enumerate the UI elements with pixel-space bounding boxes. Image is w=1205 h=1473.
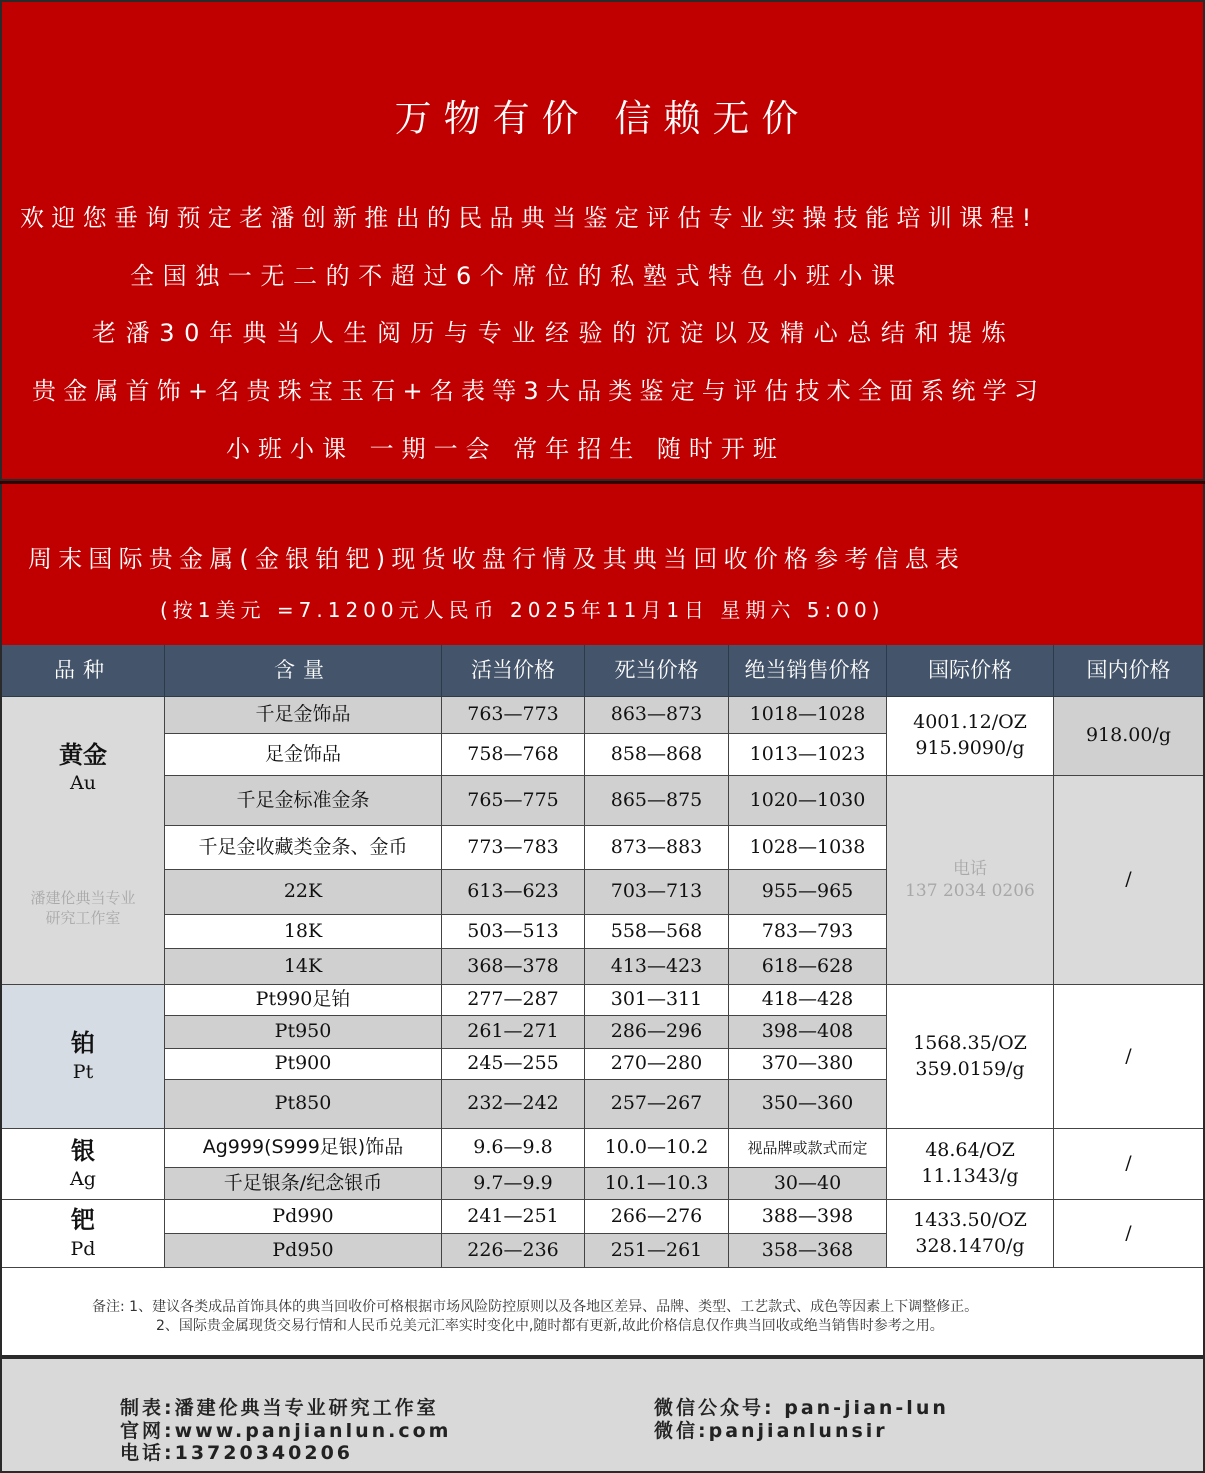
- pt-dead-4: 257—267: [585, 1080, 729, 1129]
- pd-intl-oz: 1433.50/OZ: [913, 1208, 1027, 1231]
- category-gold-name: 黄金: [59, 741, 107, 769]
- banner-line-2: 全国独一无二的不超过6个席位的私塾式特色小班小课: [130, 262, 904, 290]
- gold-sale-6: 783—793: [729, 915, 887, 949]
- gold-dead-2: 858—868: [585, 734, 729, 776]
- banner-line-1: 欢迎您垂询预定老潘创新推出的民品典当鉴定评估专业实操技能培训课程!: [20, 204, 1039, 232]
- ag-domestic-price: /: [1054, 1129, 1203, 1200]
- footer-wechat-public: 微信公众号: pan-jian-lun: [654, 1397, 949, 1419]
- ag-intl-price: [887, 1129, 1054, 1200]
- pt-content-4: Pt850: [165, 1080, 442, 1129]
- category-silver: [2, 1129, 165, 1200]
- table-title-block: [0, 484, 1205, 645]
- pd-sale-1: 388—398: [729, 1200, 887, 1234]
- header-dead-price: 死当价格: [585, 645, 729, 697]
- banner-line-5: 小班小课 一期一会 常年招生 随时开班: [226, 435, 785, 463]
- gold-live-7: 368—378: [442, 949, 585, 985]
- gold-live-4: 773—783: [442, 826, 585, 870]
- pt-content-1: Pt990足铂: [165, 985, 442, 1016]
- pd-dead-1: 266—276: [585, 1200, 729, 1234]
- gold-dead-6: 558—568: [585, 915, 729, 949]
- gold-sale-7: 618—628: [729, 949, 887, 985]
- header-variety: 品种: [2, 645, 165, 697]
- table-title: 周末国际贵金属(金银铂钯)现货收盘行情及其典当回收价格参考信息表: [28, 545, 966, 573]
- gold-lower-domestic: /: [1054, 776, 1203, 985]
- ag-sale-2: 30—40: [729, 1168, 887, 1200]
- pt-intl-oz: 1568.35/OZ: [913, 1031, 1027, 1054]
- pd-content-2: Pd950: [165, 1234, 442, 1268]
- pt-live-4: 232—242: [442, 1080, 585, 1129]
- ag-dead-2: 10.1—10.3: [585, 1168, 729, 1200]
- header-sale-price: 绝当销售价格: [729, 645, 887, 697]
- pd-live-2: 226—236: [442, 1234, 585, 1268]
- gold-content-6: 18K: [165, 915, 442, 949]
- pd-live-1: 241—251: [442, 1200, 585, 1234]
- watermark-text: 潘建伦典当专业 研究工作室: [30, 889, 136, 927]
- footer-contact: [0, 1357, 1205, 1473]
- pt-content-3: Pt900: [165, 1049, 442, 1080]
- gold-sale-4: 1028—1038: [729, 826, 887, 870]
- price-table: [0, 645, 1205, 1268]
- ag-sale-1: 视品牌或款式而定: [729, 1129, 887, 1168]
- pt-sale-2: 398—408: [729, 1016, 887, 1049]
- category-palladium-symbol: Pd: [70, 1237, 96, 1260]
- pd-intl-g: 328.1470/g: [915, 1234, 1025, 1257]
- gold-live-5: 613—623: [442, 870, 585, 915]
- gold-dead-5: 703—713: [585, 870, 729, 915]
- gold-content-7: 14K: [165, 949, 442, 985]
- ag-content-2: 千足银条/纪念银币: [165, 1168, 442, 1200]
- banner-line-3: 老潘30年典当人生阅历与专业经验的沉淀以及精心总结和提炼: [92, 319, 1016, 347]
- category-silver-name: 银: [71, 1136, 95, 1165]
- header-intl-price: 国际价格: [887, 645, 1054, 697]
- header-content: 含量: [165, 645, 442, 697]
- remark-line-2: 2、国际贵金属现货交易行情和人民币兑美元汇率实时变化中,随时都有更新,故此价格信息仅作典当回收或绝当销售时参考之用。: [156, 1318, 944, 1334]
- category-platinum: [2, 985, 165, 1129]
- gold-live-2: 758—768: [442, 734, 585, 776]
- category-palladium: [2, 1200, 165, 1268]
- ag-dead-1: 10.0—10.2: [585, 1129, 729, 1168]
- pd-domestic-price: /: [1054, 1200, 1203, 1268]
- footer-phone: 电话:13720340206: [120, 1442, 354, 1464]
- gold-live-1: 763—773: [442, 697, 585, 734]
- category-palladium-name: 钯: [71, 1206, 95, 1235]
- gold-dead-1: 863—873: [585, 697, 729, 734]
- gold-domestic-price: 918.00/g: [1054, 697, 1203, 776]
- remark-line-1: 备注: 1、建议各类成品首饰具体的典当回收价可格根据市场风险防控原则以及各地区差异、品牌、类型、工艺款式、成色等因素上下调整修正。: [92, 1299, 979, 1315]
- category-silver-symbol: Ag: [70, 1168, 96, 1191]
- pt-dead-1: 301—311: [585, 985, 729, 1016]
- gold-content-2: 足金饰品: [165, 734, 442, 776]
- ag-content-1: Ag999(S999足银)饰品: [165, 1129, 442, 1168]
- table-subtitle: (按1美元 =7.1200元人民币 2025年11月1日 星期六 5:00): [160, 598, 885, 622]
- pd-sale-2: 358—368: [729, 1234, 887, 1268]
- gold-content-4: 千足金收藏类金条、金币: [165, 826, 442, 870]
- pt-dead-2: 286—296: [585, 1016, 729, 1049]
- header-domestic-price: 国内价格: [1054, 645, 1203, 697]
- gold-live-6: 503—513: [442, 915, 585, 949]
- footer-maker: 制表:潘建伦典当专业研究工作室: [120, 1397, 439, 1419]
- pt-dead-3: 270—280: [585, 1049, 729, 1080]
- pt-sale-4: 350—360: [729, 1080, 887, 1129]
- ag-live-1: 9.6—9.8: [442, 1129, 585, 1168]
- gold-live-3: 765—775: [442, 776, 585, 826]
- gold-content-1: 千足金饰品: [165, 697, 442, 734]
- pt-content-2: Pt950: [165, 1016, 442, 1049]
- pt-live-1: 277—287: [442, 985, 585, 1016]
- gold-dead-7: 413—423: [585, 949, 729, 985]
- category-platinum-symbol: Pt: [72, 1060, 94, 1083]
- pt-domestic-price: /: [1054, 985, 1203, 1129]
- pt-sale-3: 370—380: [729, 1049, 887, 1080]
- gold-content-5: 22K: [165, 870, 442, 915]
- ag-intl-oz: 48.64/OZ: [925, 1139, 1015, 1162]
- gold-sale-1: 1018—1028: [729, 697, 887, 734]
- phone-watermark: [887, 776, 1054, 985]
- slogan: 万物有价 信赖无价: [394, 97, 811, 140]
- pd-content-1: Pd990: [165, 1200, 442, 1234]
- pd-dead-2: 251—261: [585, 1234, 729, 1268]
- gold-sale-2: 1013—1023: [729, 734, 887, 776]
- footer-wechat: 微信:panjianlunsir: [654, 1420, 888, 1442]
- pd-intl-price: [887, 1200, 1054, 1268]
- ag-live-2: 9.7—9.9: [442, 1168, 585, 1200]
- pt-intl-g: 359.0159/g: [915, 1057, 1025, 1080]
- promo-banner: [0, 0, 1205, 481]
- category-gold: [2, 697, 165, 985]
- remarks: [0, 1268, 1205, 1357]
- gold-intl-g: 915.9090/g: [915, 737, 1025, 759]
- category-gold-symbol: Au: [70, 772, 96, 795]
- pt-sale-1: 418—428: [729, 985, 887, 1016]
- phone-watermark-number: 137 2034 0206: [905, 881, 1035, 901]
- gold-dead-4: 873—883: [585, 826, 729, 870]
- gold-dead-3: 865—875: [585, 776, 729, 826]
- gold-intl-oz: 4001.12/OZ: [913, 711, 1027, 734]
- gold-sale-3: 1020—1030: [729, 776, 887, 826]
- gold-sale-5: 955—965: [729, 870, 887, 915]
- gold-content-3: 千足金标准金条: [165, 776, 442, 826]
- pt-live-2: 261—271: [442, 1016, 585, 1049]
- category-platinum-name: 铂: [71, 1029, 95, 1058]
- pt-live-3: 245—255: [442, 1049, 585, 1080]
- phone-watermark-label: 电话: [953, 858, 987, 879]
- gold-intl-price: [887, 697, 1054, 776]
- pt-intl-price: [887, 985, 1054, 1129]
- header-live-price: 活当价格: [442, 645, 585, 697]
- ag-intl-g: 11.1343/g: [921, 1165, 1019, 1187]
- footer-website[interactable]: 官网:www.panjianlun.com: [120, 1420, 452, 1442]
- banner-line-4: 贵金属首饰+名贵珠宝玉石+名表等3大品类鉴定与评估技术全面系统学习: [32, 377, 1046, 405]
